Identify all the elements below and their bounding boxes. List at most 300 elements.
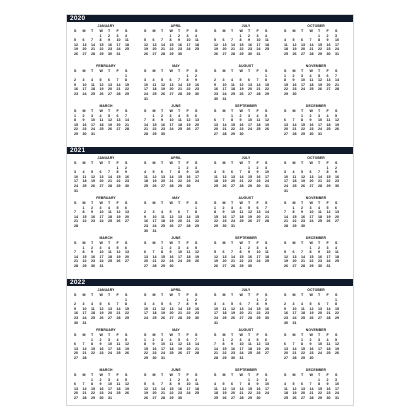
day-cell: 22: [116, 179, 121, 184]
day-cell: 8: [284, 78, 286, 83]
day-cell: 12: [248, 210, 252, 215]
day-cell: 31: [326, 263, 331, 268]
day-cell: 23: [301, 219, 305, 224]
day-cell: 31: [284, 188, 288, 193]
day-cell: 13: [326, 78, 331, 83]
day-cell: 25: [108, 259, 112, 264]
day-cell: 25: [91, 91, 95, 96]
day-grid: [74, 109, 141, 137]
day-cell: 1: [169, 377, 172, 382]
day-cell: 24: [256, 47, 261, 52]
month-name: JULY: [241, 24, 251, 28]
day-cell: 19: [91, 179, 95, 184]
day-cell: 20: [239, 311, 244, 316]
weekday-label: T: [301, 109, 304, 113]
day-cell: 31: [318, 131, 322, 136]
day-cell: 3: [292, 302, 295, 307]
day-cell: 14: [309, 386, 314, 391]
day-cell: 15: [301, 346, 305, 351]
day-cell: 4: [195, 377, 197, 382]
day-grid: [74, 201, 141, 229]
day-cell: 2: [169, 245, 172, 250]
day-cell: 21: [152, 259, 157, 264]
weekday-label: T: [161, 333, 164, 337]
weekday-label: T: [91, 293, 94, 297]
day-cell: 27: [326, 87, 331, 92]
day-cell: 29: [248, 183, 252, 188]
day-cell: 5: [91, 170, 93, 175]
month-may: [141, 196, 211, 236]
day-cell: 1: [116, 165, 119, 170]
day-cell: 19: [326, 214, 331, 219]
weekday-label: S: [195, 241, 198, 245]
day-cell: 26: [214, 51, 218, 56]
day-cell: 5: [144, 38, 146, 43]
day-cell: 17: [82, 87, 87, 92]
day-cell: 9: [169, 250, 172, 255]
weekday-label: S: [195, 29, 198, 33]
day-cell: 12: [186, 118, 191, 123]
weekday-label: S: [214, 241, 217, 245]
weekday-label: F: [116, 109, 119, 113]
weekday-label: T: [248, 373, 251, 377]
weekday-label: S: [125, 373, 128, 377]
day-cell: 8: [301, 118, 303, 123]
weekday-label: F: [186, 201, 189, 205]
month-june: [141, 104, 211, 144]
day-cell: 12: [74, 42, 78, 47]
day-cell: 23: [248, 259, 252, 264]
day-cell: 4: [152, 78, 155, 83]
day-cell: 25: [214, 395, 218, 400]
month-name: NOVEMBER: [305, 328, 327, 332]
day-cell: 1: [326, 165, 329, 170]
day-cell: 8: [82, 210, 85, 215]
day-cell: 2: [186, 165, 189, 170]
day-cell: 8: [125, 302, 127, 307]
weekday-label: W: [309, 69, 313, 73]
day-cell: 21: [161, 391, 165, 396]
day-cell: 11: [222, 306, 227, 311]
weekday-label: M: [222, 161, 226, 165]
day-cell: 17: [318, 122, 322, 127]
day-cell: 2: [178, 33, 180, 38]
day-cell: 12: [292, 42, 297, 47]
weekday-label: F: [186, 29, 189, 33]
day-cell: 28: [318, 183, 322, 188]
month-september: [211, 236, 281, 276]
day-cell: 27: [284, 355, 288, 360]
month-february: [71, 196, 141, 236]
day-cell: 23: [186, 179, 191, 184]
day-cell: 23: [74, 91, 78, 96]
month-december: [281, 104, 351, 144]
day-cell: 11: [195, 382, 199, 387]
weekday-label: F: [256, 29, 259, 33]
day-cell: 9: [186, 170, 189, 175]
day-cell: 6: [301, 382, 303, 387]
month-july: [211, 288, 281, 328]
day-cell: 8: [74, 118, 76, 123]
day-grid: [284, 201, 351, 229]
day-cell: 11: [99, 118, 104, 123]
day-cell: 21: [108, 179, 112, 184]
day-cell: 8: [265, 78, 267, 83]
day-cell: 14: [161, 42, 165, 47]
day-grid: [284, 333, 351, 361]
day-cell: 5: [214, 38, 216, 43]
day-cell: 3: [99, 245, 102, 250]
weekday-label: T: [231, 69, 234, 73]
day-cell: 21: [309, 391, 314, 396]
day-cell: 25: [284, 395, 288, 400]
weekday-label: T: [301, 293, 304, 297]
day-cell: 30: [178, 395, 182, 400]
day-cell: 1: [301, 113, 303, 118]
day-cell: 9: [144, 214, 146, 219]
day-cell: 25: [265, 259, 269, 264]
day-cell: 6: [231, 382, 233, 387]
day-cell: 30: [74, 320, 78, 325]
weekday-label: F: [116, 293, 119, 297]
day-cell: 28: [186, 223, 191, 228]
day-cell: 26: [99, 91, 104, 96]
day-cell: 17: [178, 254, 182, 259]
day-cell: 4: [222, 302, 225, 307]
day-cell: 6: [239, 302, 242, 307]
day-cell: 11: [108, 250, 112, 255]
day-cell: 8: [169, 38, 172, 43]
day-cell: 8: [178, 170, 180, 175]
weekday-label: T: [178, 109, 181, 113]
day-cell: 1: [82, 205, 85, 210]
month-name: APRIL: [170, 156, 182, 160]
day-cell: 7: [195, 337, 197, 342]
day-cell: 2: [309, 113, 312, 118]
day-cell: 21: [116, 87, 121, 92]
day-cell: 22: [335, 311, 339, 316]
day-cell: 30: [91, 263, 95, 268]
day-cell: 12: [91, 174, 95, 179]
day-cell: 7: [82, 342, 85, 347]
day-cell: 17: [195, 174, 199, 179]
weekday-label: W: [309, 161, 313, 165]
day-cell: 11: [214, 386, 218, 391]
day-cell: 2: [144, 210, 146, 215]
day-cell: 28: [222, 131, 227, 136]
day-cell: 16: [82, 122, 87, 127]
day-cell: 24: [284, 183, 288, 188]
day-cell: 13: [108, 82, 112, 87]
weekday-label: S: [335, 373, 338, 377]
day-cell: 4: [99, 113, 102, 118]
day-cell: 15: [82, 254, 87, 259]
day-cell: 4: [108, 205, 110, 210]
day-cell: 30: [214, 96, 218, 101]
day-cell: 2: [292, 73, 295, 78]
day-cell: 22: [161, 259, 165, 264]
day-cell: 18: [195, 42, 199, 47]
day-cell: 6: [74, 342, 76, 347]
day-cell: 21: [144, 127, 148, 132]
day-cell: 13: [284, 346, 288, 351]
day-cell: 31: [222, 96, 227, 101]
day-cell: 17: [144, 87, 148, 92]
month-october: [281, 288, 351, 328]
day-cell: 6: [125, 205, 127, 210]
day-cell: 31: [292, 320, 297, 325]
day-cell: 17: [326, 254, 331, 259]
day-cell: 27: [144, 263, 148, 268]
weekday-label: W: [169, 333, 173, 337]
day-cell: 28: [82, 395, 87, 400]
day-cell: 8: [125, 78, 127, 83]
day-cell: 30: [195, 91, 199, 96]
day-cell: 12: [214, 42, 218, 47]
weekday-label: S: [74, 333, 77, 337]
day-cell: 16: [214, 87, 218, 92]
weekday-label: T: [231, 29, 234, 33]
day-cell: 6: [169, 302, 172, 307]
day-cell: 30: [195, 315, 199, 320]
month-april: [141, 156, 211, 196]
day-cell: 23: [125, 179, 129, 184]
day-cell: 4: [335, 245, 337, 250]
weekday-label: S: [144, 293, 147, 297]
weekday-label: W: [239, 29, 243, 33]
month-name: SEPTEMBER: [234, 104, 257, 108]
day-cell: 1: [265, 73, 267, 78]
month-may: [141, 328, 211, 368]
weekday-label: M: [292, 201, 296, 205]
day-cell: 15: [125, 306, 129, 311]
weekday-label: W: [239, 109, 243, 113]
month-january: [71, 24, 141, 64]
day-cell: 6: [108, 302, 110, 307]
day-cell: 20: [301, 47, 305, 52]
day-cell: 11: [265, 250, 269, 255]
day-cell: 21: [284, 219, 288, 224]
day-cell: 15: [91, 346, 95, 351]
day-cell: 19: [214, 259, 218, 264]
day-cell: 7: [169, 170, 172, 175]
day-cell: 16: [91, 214, 95, 219]
day-cell: 31: [161, 355, 165, 360]
day-cell: 13: [284, 122, 288, 127]
day-cell: 17: [301, 82, 305, 87]
weekday-label: M: [152, 109, 156, 113]
day-cell: 7: [116, 78, 119, 83]
day-cell: 5: [231, 302, 233, 307]
day-cell: 7: [335, 73, 337, 78]
day-cell: 5: [239, 78, 242, 83]
day-cell: 30: [99, 395, 104, 400]
day-cell: 23: [195, 87, 199, 92]
weekday-label: T: [248, 109, 251, 113]
day-cell: 29: [99, 51, 104, 56]
day-cell: 18: [116, 386, 121, 391]
weekday-label: W: [99, 373, 103, 377]
day-cell: 6: [82, 38, 85, 43]
day-cell: 8: [116, 170, 119, 175]
weekday-label: M: [82, 201, 86, 205]
day-cell: 20: [284, 127, 288, 132]
day-cell: 12: [222, 386, 227, 391]
day-cell: 16: [248, 254, 252, 259]
day-cell: 25: [239, 219, 244, 224]
day-cell: 1: [186, 73, 189, 78]
day-cell: 14: [125, 118, 129, 123]
day-cell: 12: [144, 386, 148, 391]
day-cell: 16: [309, 122, 314, 127]
day-cell: 11: [318, 210, 322, 215]
day-cell: 11: [195, 38, 199, 43]
weekday-label: T: [108, 293, 111, 297]
day-cell: 7: [161, 382, 163, 387]
weekday-label: W: [309, 109, 313, 113]
weekday-label: T: [248, 161, 251, 165]
weekday-label: S: [265, 161, 268, 165]
day-cell: 22: [309, 259, 314, 264]
day-cell: 15: [301, 122, 305, 127]
day-cell: 14: [116, 306, 121, 311]
day-cell: 2: [195, 297, 197, 302]
weekday-label: M: [292, 333, 296, 337]
day-grid: [144, 161, 211, 189]
day-cell: 3: [284, 170, 286, 175]
day-cell: 14: [152, 254, 157, 259]
day-cell: 24: [116, 47, 121, 52]
day-cell: 17: [265, 174, 269, 179]
day-cell: 1: [239, 33, 242, 38]
day-cell: 26: [161, 315, 165, 320]
month-november: [281, 64, 351, 104]
weekday-label: T: [161, 241, 164, 245]
day-cell: 28: [231, 263, 235, 268]
weekday-label: S: [144, 373, 147, 377]
day-cell: 22: [178, 179, 182, 184]
day-cell: 11: [309, 78, 314, 83]
day-cell: 13: [186, 342, 191, 347]
day-cell: 7: [326, 302, 329, 307]
day-cell: 21: [169, 179, 174, 184]
day-cell: 10: [161, 342, 165, 347]
day-cell: 14: [326, 306, 331, 311]
day-cell: 20: [152, 47, 157, 52]
weekday-label: M: [222, 333, 226, 337]
day-cell: 30: [301, 223, 305, 228]
day-cell: 28: [178, 315, 182, 320]
day-cell: 7: [178, 302, 180, 307]
day-cell: 3: [186, 377, 189, 382]
day-cell: 16: [256, 174, 261, 179]
day-cell: 18: [108, 214, 112, 219]
day-cell: 28: [74, 263, 78, 268]
day-cell: 6: [125, 245, 127, 250]
day-cell: 10: [284, 174, 288, 179]
day-cell: 14: [248, 306, 252, 311]
day-cell: 10: [116, 38, 121, 43]
month-name: JULY: [241, 156, 251, 160]
day-cell: 30: [256, 395, 261, 400]
day-grid: [214, 201, 281, 229]
weekday-label: T: [248, 69, 251, 73]
day-cell: 21: [335, 82, 339, 87]
day-cell: 2: [91, 205, 93, 210]
day-cell: 15: [318, 386, 322, 391]
day-cell: 14: [91, 42, 95, 47]
weekday-label: S: [284, 293, 287, 297]
month-name: AUGUST: [238, 328, 254, 332]
weekday-label: T: [108, 201, 111, 205]
day-cell: 20: [178, 219, 182, 224]
weekday-label: M: [222, 293, 226, 297]
day-cell: 18: [248, 346, 252, 351]
day-cell: 29: [318, 395, 322, 400]
day-cell: 11: [125, 38, 129, 43]
day-cell: 27: [284, 131, 288, 136]
day-cell: 13: [74, 386, 78, 391]
day-cell: 21: [195, 346, 199, 351]
day-cell: 13: [231, 386, 235, 391]
weekday-label: W: [239, 201, 243, 205]
day-cell: 10: [335, 382, 339, 387]
weekday-label: F: [326, 161, 329, 165]
day-cell: 14: [82, 346, 87, 351]
day-cell: 26: [265, 127, 269, 132]
day-cell: 28: [108, 183, 112, 188]
day-cell: 29: [195, 223, 199, 228]
day-grid: [214, 109, 281, 137]
day-cell: 4: [248, 337, 250, 342]
weekday-label: F: [186, 333, 189, 337]
day-cell: 12: [99, 306, 104, 311]
day-cell: 22: [169, 47, 174, 52]
day-cell: 21: [256, 87, 261, 92]
day-cell: 28: [178, 91, 182, 96]
weekday-label: M: [82, 109, 86, 113]
day-cell: 10: [186, 382, 191, 387]
day-cell: 15: [284, 82, 288, 87]
month-name: FEBRUARY: [96, 328, 116, 332]
day-cell: 10: [256, 38, 261, 43]
day-cell: 21: [292, 351, 297, 356]
day-cell: 16: [318, 254, 322, 259]
day-cell: 18: [186, 254, 191, 259]
weekday-label: M: [292, 241, 296, 245]
day-cell: 11: [284, 386, 288, 391]
day-cell: 4: [125, 33, 127, 38]
day-cell: 12: [309, 306, 314, 311]
weekday-label: S: [284, 69, 287, 73]
day-cell: 29: [301, 131, 305, 136]
weekday-label: M: [292, 161, 296, 165]
month-october: [281, 24, 351, 64]
day-cell: 3: [265, 165, 267, 170]
day-cell: 3: [239, 337, 242, 342]
day-cell: 23: [256, 391, 261, 396]
weekday-label: M: [82, 29, 86, 33]
weekday-label: W: [169, 161, 173, 165]
weekday-label: F: [116, 373, 119, 377]
day-cell: 3: [318, 113, 320, 118]
day-grid: [284, 373, 351, 401]
day-cell: 16: [74, 311, 78, 316]
day-cell: 10: [318, 118, 322, 123]
day-cell: 14: [222, 122, 227, 127]
weekday-label: T: [231, 293, 234, 297]
day-cell: 12: [292, 386, 297, 391]
